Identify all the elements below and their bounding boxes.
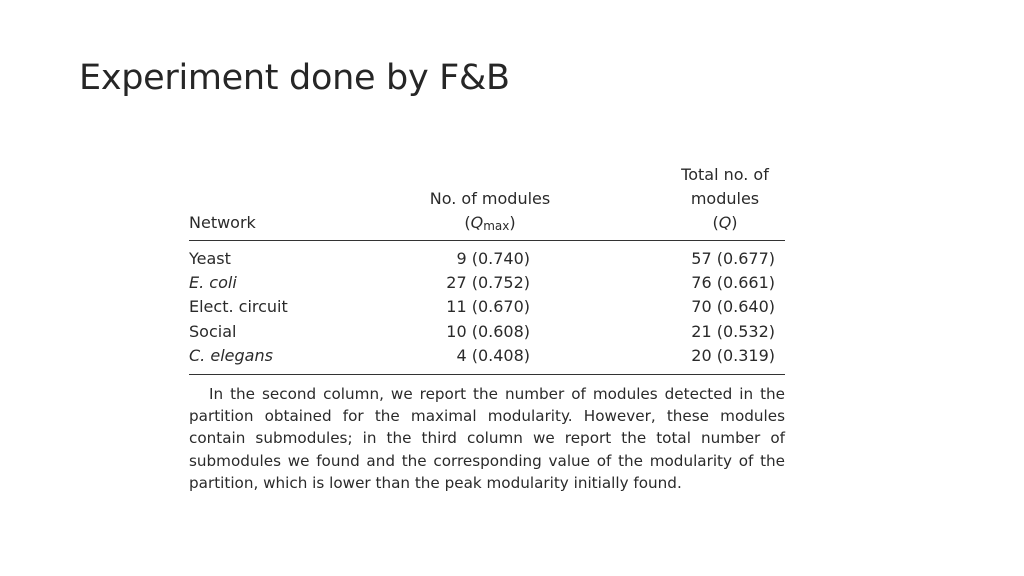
paren-open: ( [464,213,471,232]
table-row [189,320,785,344]
header-total-q [665,211,785,235]
max-subscript: max [483,219,510,233]
header-total [665,163,785,235]
modules-table [189,160,785,494]
paren-open: ( [712,213,719,232]
cell-total: 57 (0.677) [691,249,775,268]
cell-modules: 11 (0.670) [446,297,530,317]
cell-network: Elect. circuit [189,297,288,317]
cell-total: 21 (0.532) [691,321,775,341]
header-modules-qmax [410,211,570,238]
table-footnote: In the second column, we report the number of modules detected in the partition obtained for the maximal modularity. However, these modules contain submodules; in the third column we report the total number of submodules we found and the corresponding value of the modularity of the partition, which is lower than the peak modularity initially found. [189,384,785,492]
table-row [189,247,785,271]
header-modules [410,187,570,238]
table-row [189,271,785,295]
cell-total: 70 (0.640) [691,297,775,317]
table-row [189,295,785,319]
header-network: Network [189,213,256,232]
cell-modules: 9 (0.740) [456,249,530,268]
table-body [189,241,785,374]
bottom-rule [189,374,785,375]
table-row [189,344,785,368]
slide-title: Experiment done by F&B [79,58,510,98]
paren-close: ) [731,213,738,232]
q-symbol: Q [718,213,732,232]
cell-modules: 27 (0.752) [446,273,530,293]
cell-total: 20 (0.319) [691,345,775,365]
header-total-line1: Total no. of [681,165,769,184]
header-modules-label: No. of modules [429,189,551,208]
cell-network: E. coli [189,273,237,293]
cell-total: 76 (0.661) [691,273,775,293]
table-header [189,160,785,240]
cell-modules: 10 (0.608) [446,321,530,341]
cell-network: Yeast [189,249,231,268]
paren-close: ) [509,213,516,232]
cell-network: C. elegans [189,345,273,365]
cell-network: Social [189,321,237,341]
cell-modules: 4 (0.408) [456,345,530,365]
q-symbol: Q [470,213,484,232]
header-total-line2: modules [690,189,760,208]
